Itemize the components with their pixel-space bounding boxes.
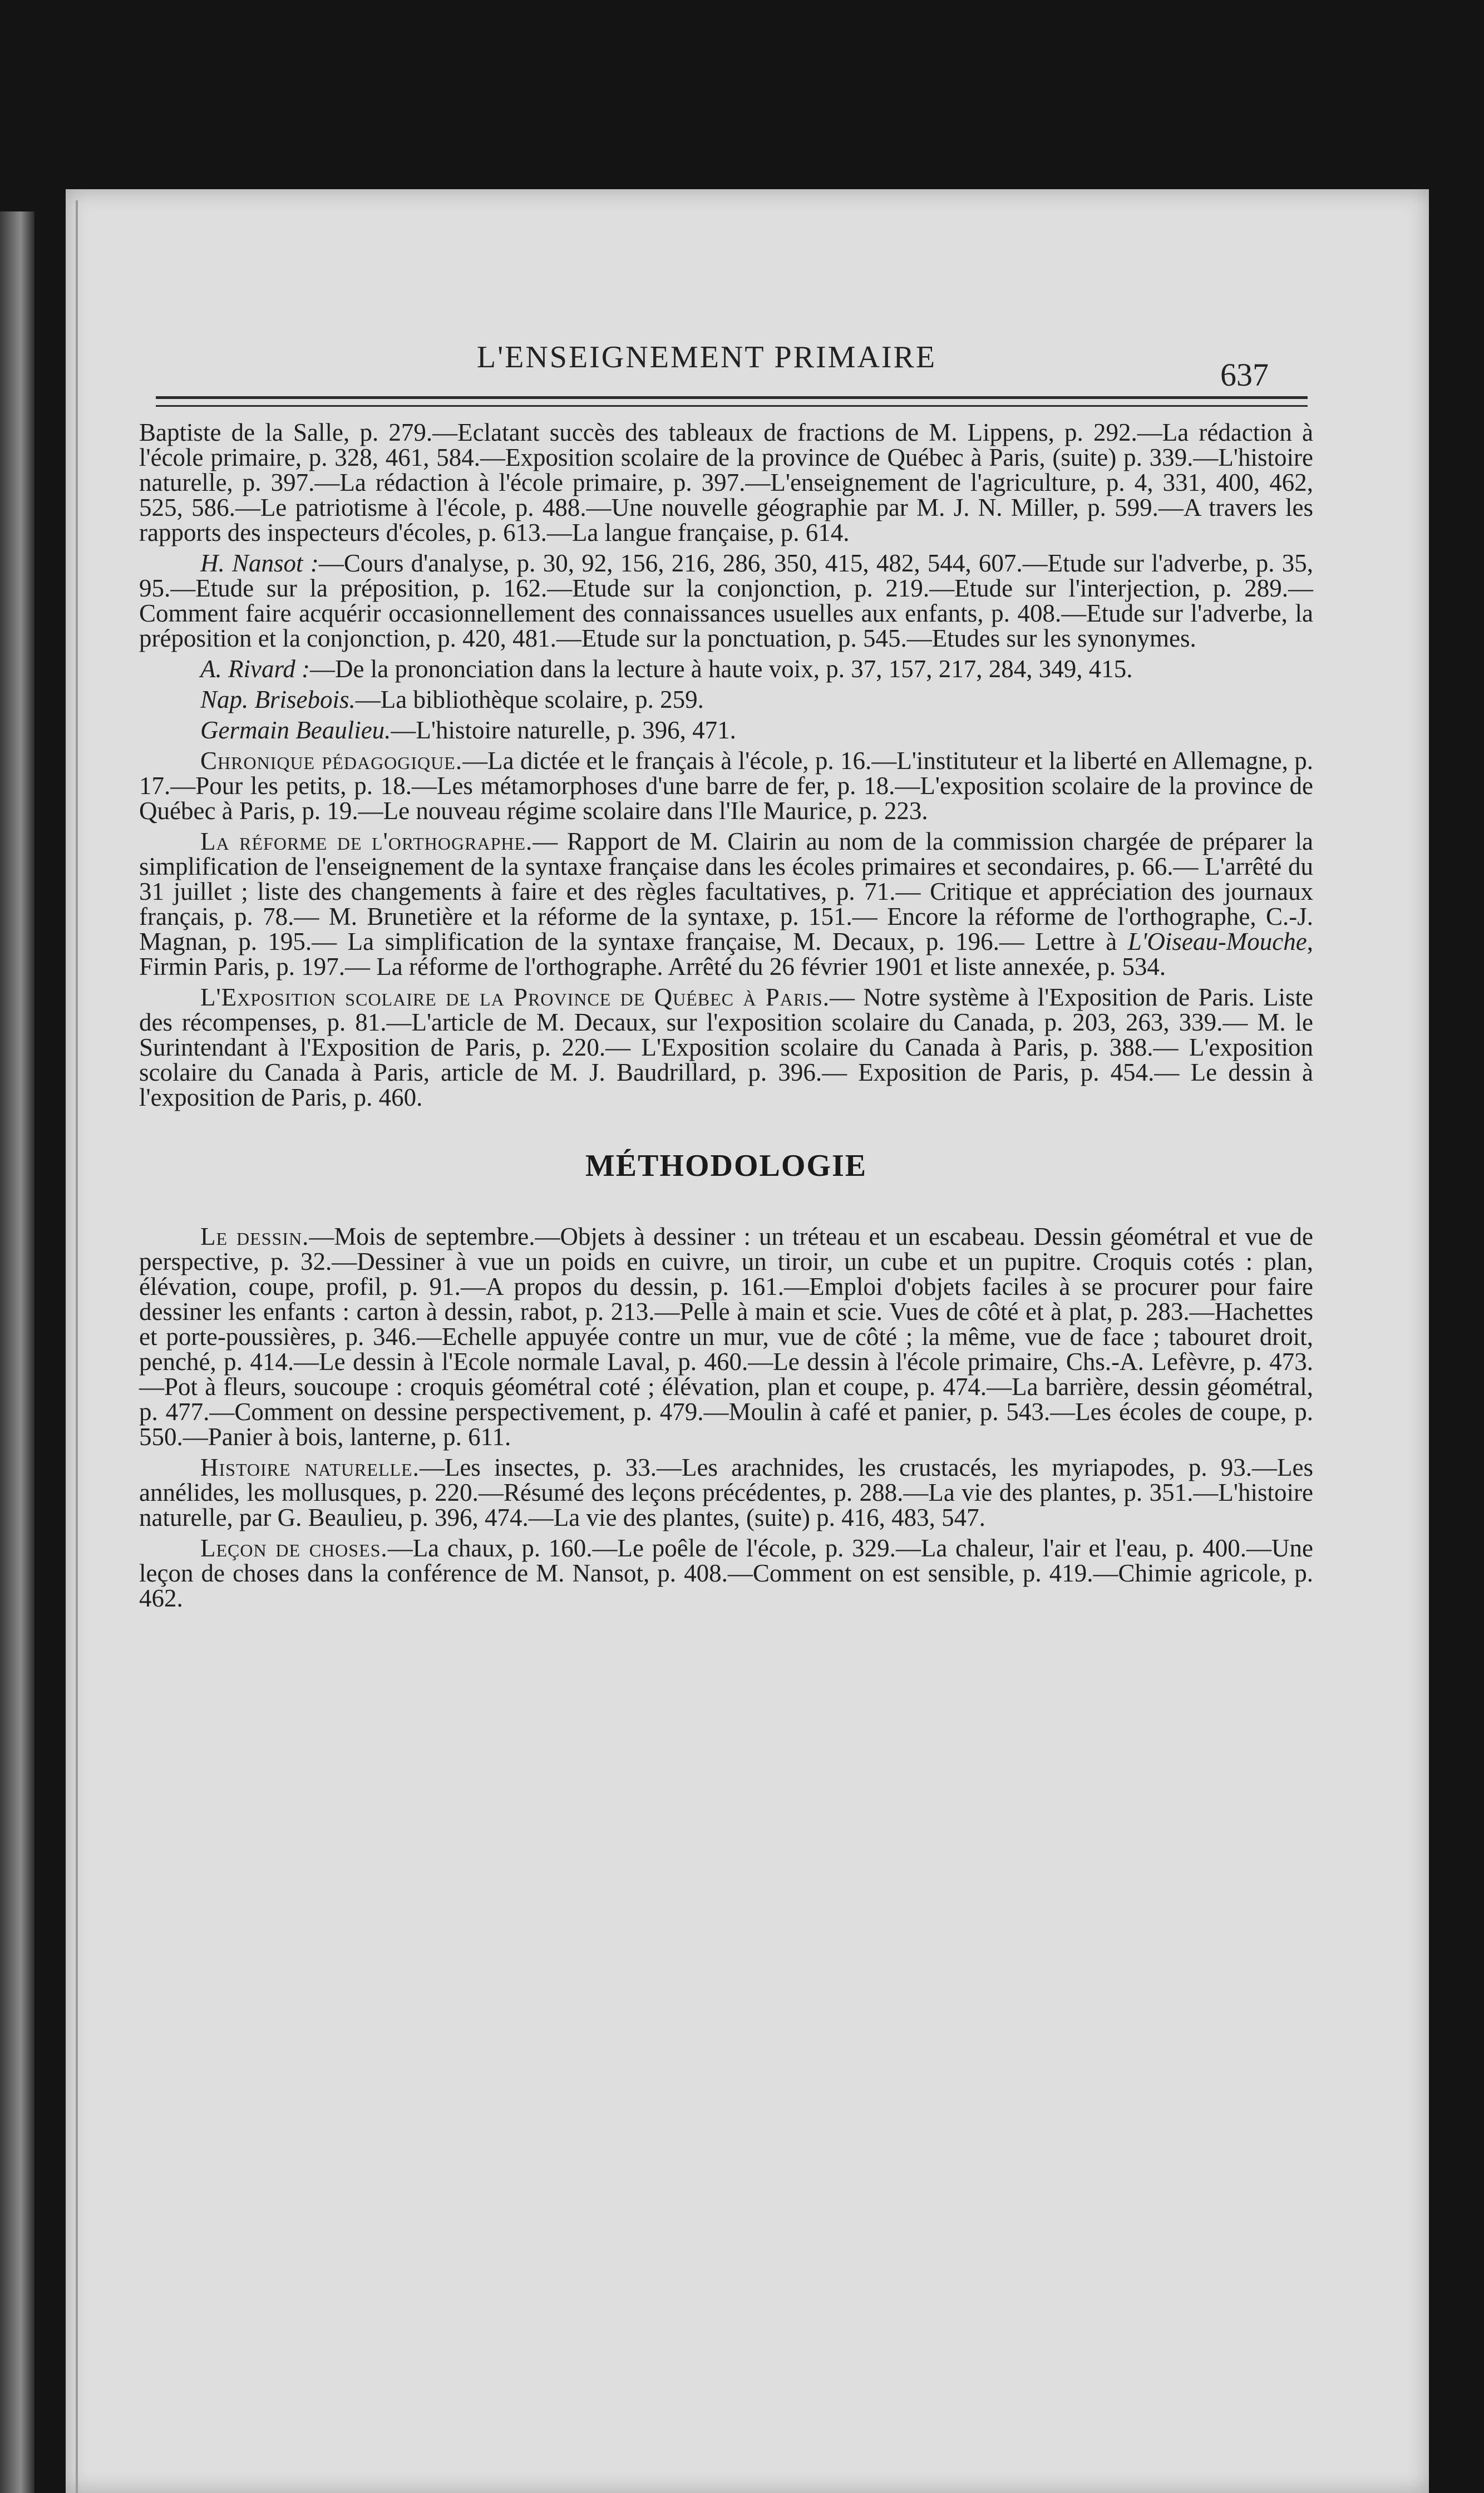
index-paragraph <box>139 829 1313 979</box>
paragraph-text: — Notre système à l'Exposition de Paris. Liste des récompenses, p. 81.—L'article de M. Decaux, sur l'exposition scolaire du Canada, p. 203, 263, 339.— M. le Surintendant à l'Exposition de Paris, p. 220.— L'Exposition scolaire du Canada à Paris, p. 388.— L'exposition scolaire du Canada à Paris, article de M. J. Baudrillard, p. 396.— Exposition de Paris, p. 454.— Le dessin à l'exposition de Paris, p. 460. <box>139 983 1313 1111</box>
header-rule-thin <box>156 405 1308 407</box>
page-gutter-line <box>76 200 78 2493</box>
index-paragraph <box>139 687 1313 712</box>
facing-page-edge <box>0 211 34 2493</box>
index-paragraph <box>139 985 1313 1110</box>
section-title: MÉTHODOLOGIE <box>585 1149 867 1183</box>
index-paragraph <box>139 718 1313 743</box>
header-rule-thick <box>156 396 1308 399</box>
index-paragraph <box>139 1224 1313 1450</box>
paragraph-text: —L'histoire naturelle, p. 396, 471. <box>391 716 736 744</box>
author-lead: Germain Beaulieu. <box>200 716 391 744</box>
index-paragraph <box>139 1536 1313 1611</box>
paragraph-text: —La dictée et le français à l'école, p. 16.—L'instituteur et la liberté en Allemagne, p. 17.—Pour les petits, p. 18.—Les métamorphoses d'une barre de fer, p. 18.—L'exposition scolaire de la province de Québec à Paris, p. 19.—Le nouveau régime scolaire dans l'Ile Maurice, p. 223. <box>139 747 1313 825</box>
author-lead: H. Nansot : <box>200 549 319 577</box>
rubric-lead: L'Exposition scolaire de la Province de Québec à Paris. <box>200 983 830 1011</box>
rubric-lead: Chronique pédagogique. <box>200 747 463 775</box>
paragraph-text: — Rapport de M. Clairin au nom de la commission chargée de préparer la simplification de l'enseignement de la syntaxe française dans les écoles primaires et secondaires, p. 66.— L'arrêté du 31 juillet ; liste des changements à faire et des règles facultatives, p. 71.— Critique et appréciation des journaux français, p. 78.— M. Brunetière et la réforme de la syntaxe, p. 151.— Encore la réforme de l'orthographe, C.-J. Magnan, p. 195.— La simplification de la syntaxe française, M. Decaux, p. 196.— Lettre à <box>139 827 1313 955</box>
index-paragraph <box>139 1455 1313 1530</box>
author-lead: A. Rivard : <box>200 655 310 683</box>
rubric-lead: La réforme de l'orthographe. <box>200 827 533 855</box>
rubric-lead: Le dessin. <box>200 1223 309 1250</box>
running-title: L'ENSEIGNEMENT PRIMAIRE <box>476 340 937 375</box>
text-column <box>139 420 1313 1617</box>
paragraph-text: Baptiste de la Salle, p. 279.—Eclatant succès des tableaux de fractions de M. Lippens, p. 292.—La rédaction à l'école primaire, p. 328, 461, 584.—Exposition scolaire de la province de Québec à Paris, (suite) p. 339.—L'histoire naturelle, p. 397.—La rédaction à l'école primaire, p. 397.—L'enseignement de l'agriculture, p. 4, 331, 400, 462, 525, 586.—Le patriotisme à l'école, p. 488.—Une nouvelle géographie par M. J. N. Miller, p. 599.—A travers les rapports des inspecteurs d'écoles, p. 613.—La langue française, p. 614. <box>139 418 1313 546</box>
author-lead: Nap. Brisebois. <box>200 686 356 713</box>
rubric-lead: Histoire naturelle. <box>200 1454 420 1481</box>
paragraph-text: —La chaux, p. 160.—Le poêle de l'école, p. 329.—La chaleur, l'air et l'eau, p. 400.—Une leçon de choses dans la conférence de M. Nansot, p. 408.—Comment on est sensible, p. 419.—Chimie agricole, p. 462. <box>139 1534 1313 1612</box>
index-paragraph <box>139 657 1313 682</box>
paragraph-text: —La bibliothèque scolaire, p. 259. <box>355 686 704 713</box>
paragraph-text: —Mois de septembre.—Objets à dessiner : un tréteau et un escabeau. Dessin géométral et vue de perspective, p. 32.—Dessiner à vue un poids en cuivre, un tiroir, un cube et un pupitre. Croquis cotés : plan, élévation, coupe, profil, p. 91.—A propos du dessin, p. 161.—Emploi d'objets faciles à se procurer pour faire dessiner les enfants : carton à dessin, rabot, p. 213.—Pelle à main et scie. Vues de côté et à plat, p. 283.—Hachettes et porte-poussières, p. 346.—Echelle appuyée contre un mur, vue de côté ; la même, vue de face ; tabouret droit, penché, p. 414.—Le dessin à l'Ecole normale Laval, p. 460.—Le dessin à l'école primaire, Chs.-A. Lefèvre, p. 473.—Pot à fleurs, soucoupe : croquis géométral coté ; élévation, plan et coupe, p. 474.—La barrière, dessin géométral, p. 477.—Comment on dessine perspectivement, p. 479.—Moulin à café et panier, p. 543.—Les écoles de coupe, p. 550.—Panier à bois, lanterne, p. 611. <box>139 1223 1313 1451</box>
rubric-lead: Leçon de choses. <box>200 1534 388 1562</box>
paragraph-text: —De la prononciation dans la lecture à haute voix, p. 37, 157, 217, 284, 349, 415. <box>310 655 1133 683</box>
paragraph-text: —Les insectes, p. 33.—Les arachnides, les crustacés, les myriapodes, p. 93.—Les annélides, les mollusques, p. 220.—Résumé des leçons précédentes, p. 288.—La vie des plantes, p. 351.—L'histoire naturelle, par G. Beaulieu, p. 396, 474.—La vie des plantes, (suite) p. 416, 483, 547. <box>139 1454 1313 1531</box>
paragraph-text: —Cours d'analyse, p. 30, 92, 156, 216, 286, 350, 415, 482, 544, 607.—Etude sur l'adverbe, p. 35, 95.—Etude sur la préposition, p. 162.—Etude sur la conjonction, p. 219.—Etude sur l'interjection, p. 289.—Comment faire acquérir occasionnellement des connaissances usuelles aux enfants, p. 408.—Etude sur l'adverbe, la préposition et la conjonction, p. 420, 481.—Etude sur la ponctuation, p. 545.—Etudes sur les synonymes. <box>139 549 1314 652</box>
paragraph-text-tail: , Firmin Paris, p. 197.— La réforme de l'orthographe. Arrêté du 26 février 1901 et liste annexée, p. 534. <box>139 928 1313 981</box>
index-paragraph <box>139 420 1313 545</box>
italic-title: L'Oiseau-Mouche <box>1127 928 1307 955</box>
index-paragraph <box>139 748 1313 824</box>
index-paragraph <box>139 551 1313 651</box>
page-number: 637 <box>1220 357 1269 393</box>
